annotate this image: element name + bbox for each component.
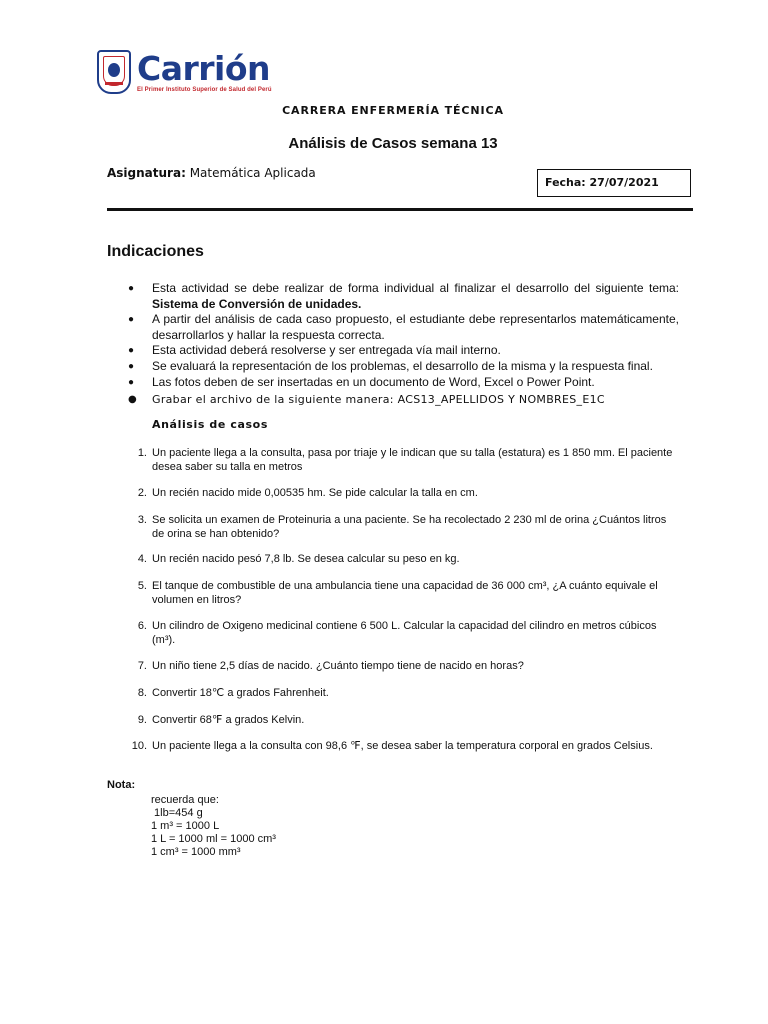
carrion-logo [97, 48, 272, 96]
list-item: ● A partir del análisis de cada caso propuesto, el estudiante debe representarlos matemáticamente, desarrollarlos y hallar la respuesta correcta. [128, 312, 679, 342]
list-item: ● Grabar el archivo de la siguiente manera: ACS13_APELLIDOS Y NOMBRES_E1C [128, 393, 605, 407]
note-line: recuerda que: [151, 794, 219, 806]
divider [107, 208, 693, 211]
note-line: 1 cm³ = 1000 mm³ [151, 846, 241, 858]
topic-name: Sistema de Conversión de unidades. [152, 296, 362, 311]
case-text: El tanque de combustible de una ambulancia tiene una capacidad de 36 000 cm³, ¿A cuánto equivale el volumen en litros? [152, 580, 658, 606]
case-number: 7. [137, 660, 147, 672]
case-text: Un cilindro de Oxigeno medicinal contiene 6 500 L. Calcular la capacidad del cilindro en metros cúbicos (m³). [152, 620, 657, 646]
note-line: 1 m³ = 1000 L [151, 820, 220, 832]
case-number: 5. [137, 580, 147, 592]
case-text: Se solicita un examen de Proteinuria a una paciente. Se ha recolectado 2 230 ml de orina ¿Cuántos litros de orina se han obtenido? [152, 514, 667, 540]
case-number: 10. [131, 740, 147, 752]
list-item: ● Esta actividad se debe realizar de forma individual al finalizar el desarrollo del siguiente tema: Sistema de Conversión de unidades. [128, 281, 679, 311]
note-content [151, 794, 276, 859]
indicaciones-list [107, 281, 679, 408]
document-title: Análisis de Casos semana 13 [288, 135, 498, 152]
logo-tagline: El Primer Instituto Superior de Salud del Perú [137, 86, 272, 93]
case-number: 4. [137, 553, 147, 565]
date-box: Fecha: 27/07/2021 [537, 169, 691, 197]
note-line: 1lb=454 g [151, 807, 203, 819]
subject-line [107, 166, 316, 180]
case-number: 2. [137, 487, 147, 499]
note-line: 1 L = 1000 ml = 1000 cm³ [151, 833, 276, 845]
list-item: ● Las fotos deben de ser insertadas en un documento de Word, Excel o Power Point. [128, 374, 595, 389]
case-text: Un paciente llega a la consulta con 98,6 ℉, se desea saber la temperatura corporal en grados Celsius. [152, 740, 653, 752]
shield-icon [97, 50, 131, 94]
case-text: Un niño tiene 2,5 días de nacido. ¿Cuánto tiempo tiene de nacido en horas? [152, 660, 524, 672]
career-title: CARRERA ENFERMERÍA TÉCNICA [282, 104, 504, 117]
list-item: ● Esta actividad deberá resolverse y ser entregada vía mail interno. [128, 343, 501, 358]
case-text: Un paciente llega a la consulta, pasa por triaje y le indican que su talla (estatura) es 1 850 mm. El paciente desea saber su talla en metros [152, 447, 673, 473]
case-number: 9. [137, 714, 147, 726]
subject-label: Asignatura: [107, 166, 186, 180]
note-label: Nota: [107, 779, 136, 791]
cases-heading: Análisis de casos [152, 418, 268, 431]
case-text: Convertir 18℃ a grados Fahrenheit. [152, 687, 329, 699]
list-item: ● Se evaluará la representación de los problemas, el desarrollo de la misma y la respuesta final. [128, 358, 653, 373]
subject-value: Matemática Aplicada [189, 166, 316, 180]
case-text: Un recién nacido mide 0,00535 hm. Se pide calcular la talla en cm. [152, 487, 478, 499]
case-text: Un recién nacido pesó 7,8 lb. Se desea calcular su peso en kg. [152, 553, 460, 565]
case-text: Convertir 68℉ a grados Kelvin. [152, 714, 305, 726]
case-number: 8. [137, 687, 147, 699]
logo-name: Carrión [137, 48, 271, 88]
indicaciones-heading: Indicaciones [107, 243, 204, 260]
case-number: 1. [137, 447, 147, 459]
case-number: 6. [137, 620, 147, 632]
case-number: 3. [137, 514, 147, 526]
